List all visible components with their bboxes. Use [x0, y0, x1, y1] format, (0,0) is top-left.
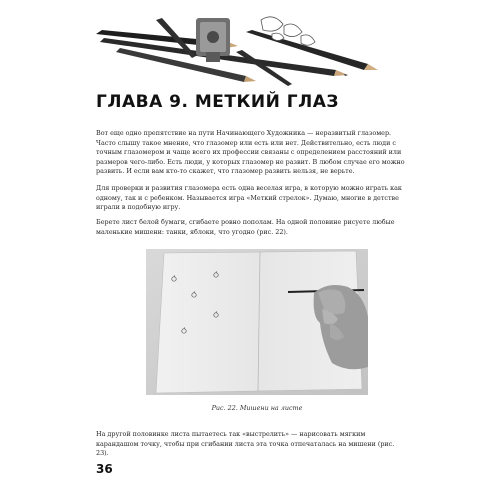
- chapter-title: ГЛАВА 9. МЕТКИЙ ГЛАЗ: [96, 92, 339, 112]
- body-paragraph: На другой половинке листа пытаетесь так «выстрелить» — нарисовать мягким карандашом точку, чтобы при сгибании листа эта точка отпечаталась на мишени (рис. 23).: [96, 430, 395, 458]
- body-paragraph: Берете лист белой бумаги, сгибаете ровно пополам. На одной половине рисуете любые маленькие мишени: танки, яблоки, что угодно (рис. 22).: [96, 218, 395, 236]
- page-number: 36: [96, 462, 113, 476]
- body-paragraph: Вот еще одно препятствие на пути Начинающего Художника — неразвитый глазомер. Часто слышу такое мнение, что глазомер или есть или нет. Действительно, есть люди с точным глазомером и чаще всего их профессии связаны с определением расстояний или размеров чего-либо. Есть люди, у которых глазомер не развит. В любом случае его можно развить. И если вам кто-то скажет, что глазомер развить нельзя, не верьте.: [96, 129, 405, 176]
- header-illustration-pencils: [96, 12, 396, 87]
- sharpener-icon: [196, 18, 230, 62]
- figure-targets-on-sheet: [146, 249, 368, 395]
- figure-caption: Рис. 22. Мишени на листе: [211, 404, 303, 412]
- body-paragraph: Для проверки и развития глазомера есть одна веселая игра, в которую можно играть как одному, так и с ребенком. Называется игра «Меткий стрелок». Думаю, многие в детстве играли в подобную игру.: [96, 184, 402, 212]
